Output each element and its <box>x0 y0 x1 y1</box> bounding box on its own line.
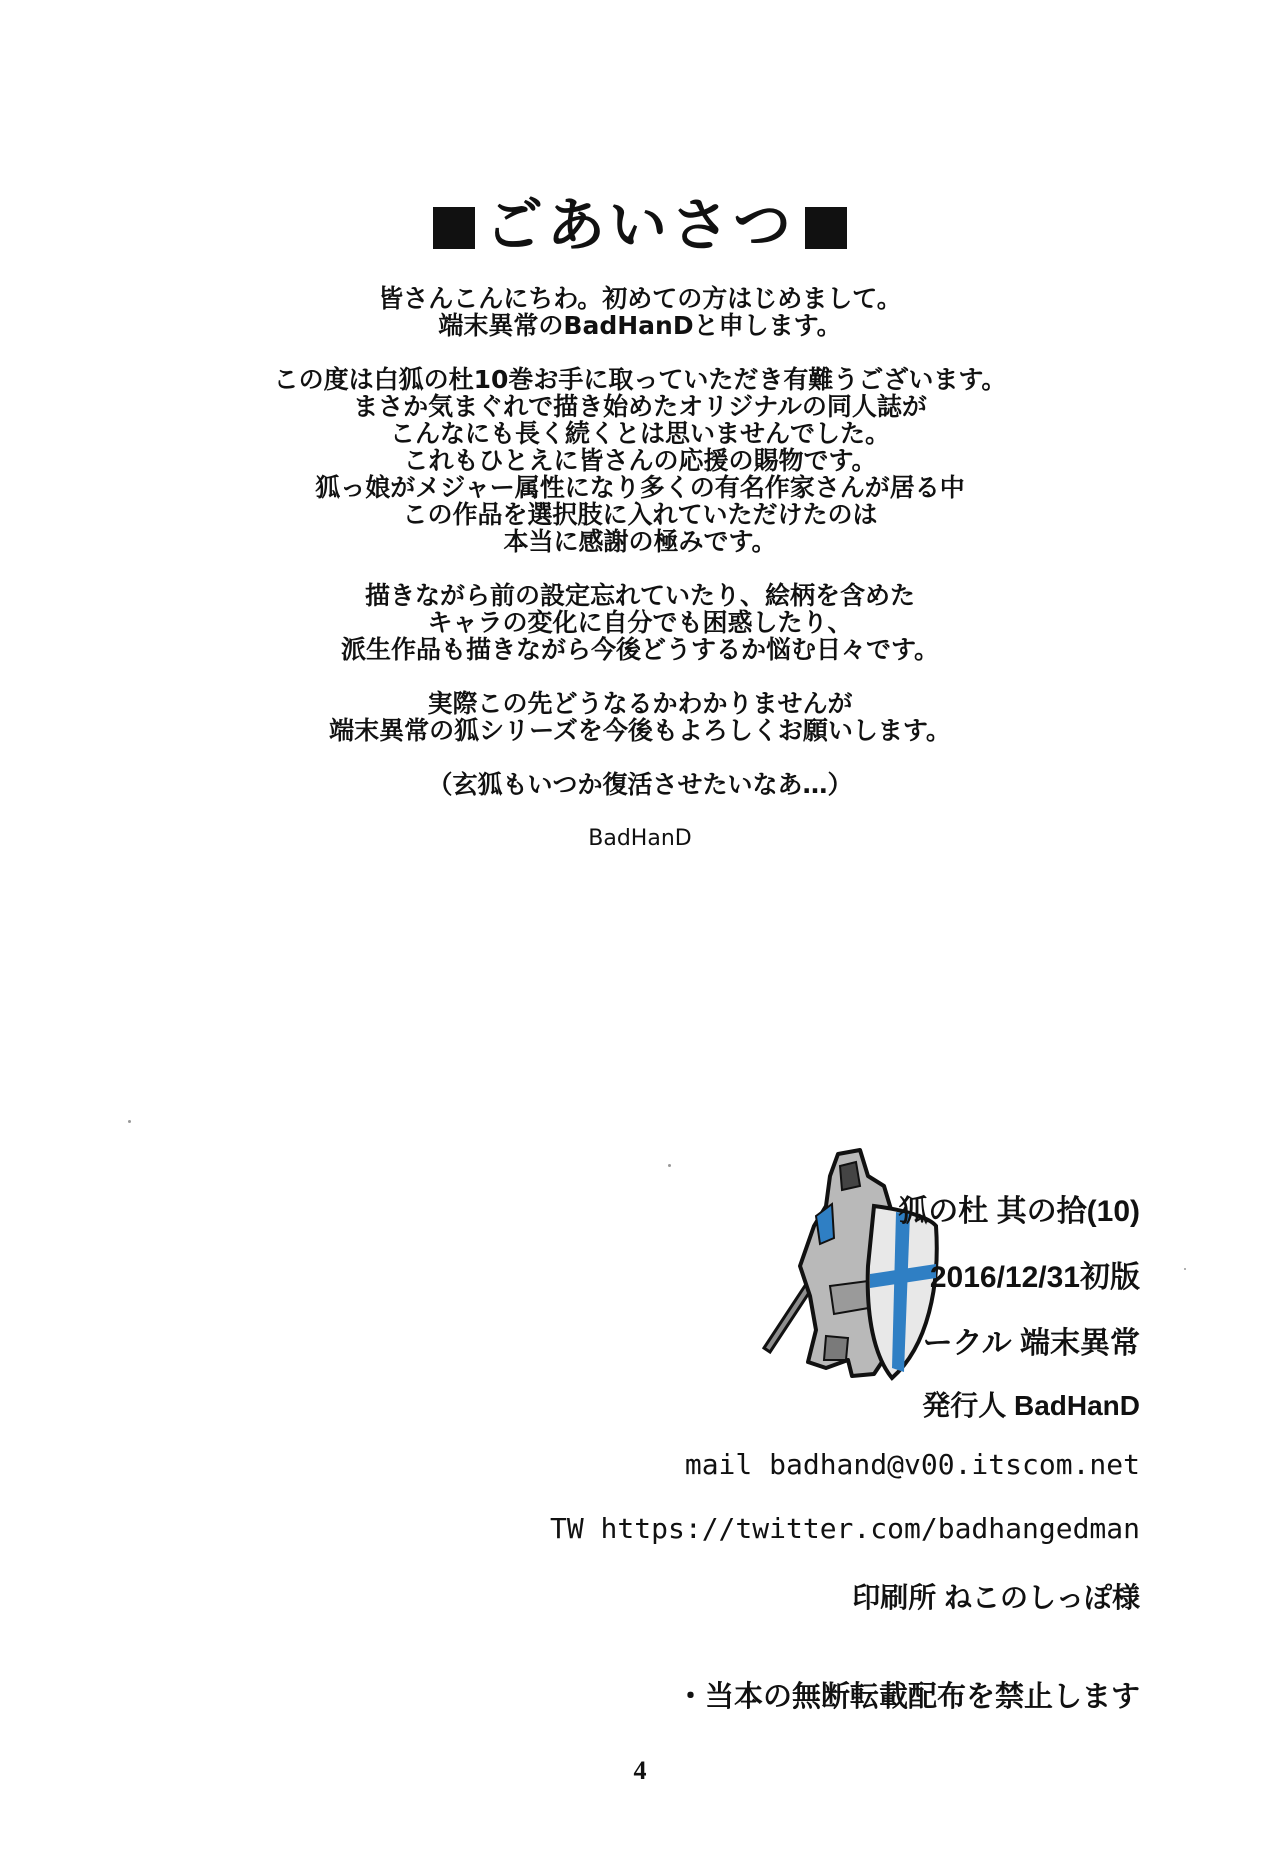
heading-text: ごあいさつ <box>484 191 795 259</box>
text-line: この作品を選択肢に入れていただけたのは <box>402 500 878 529</box>
colophon-twitter: TW https://twitter.com/badhangedman <box>549 1512 1140 1545</box>
square-bullet-left <box>433 207 475 249</box>
page-heading <box>0 178 1280 262</box>
paragraph-1 <box>0 285 1280 339</box>
text-line: 狐っ娘がメジャー属性になり多くの有名作家さんが居る中 <box>315 473 965 502</box>
colophon-publisher: 発行人 BadHanD <box>922 1390 1140 1421</box>
text-line: 皆さんこんにちわ。初めての方はじめまして。 <box>378 284 902 313</box>
text-line: 端末異常の狐シリーズを今後もよろしくお願いします。 <box>329 716 951 745</box>
square-bullet-right <box>805 207 847 249</box>
colophon-circle: ークル 端末異常 <box>922 1327 1140 1360</box>
reprint-notice: ・当本の無断転載配布を禁止します <box>675 1681 1140 1713</box>
text-line: 実際この先どうなるかわかりませんが <box>427 689 853 718</box>
text-line: キャラの変化に自分でも困惑したり、 <box>427 608 853 637</box>
colophon-title: 狐の杜 其の拾(10) <box>898 1195 1140 1228</box>
paragraph-3 <box>0 582 1280 663</box>
text-line: 本当に感謝の極みです。 <box>503 527 777 556</box>
colophon-printer: 印刷所 ねこのしっぽ様 <box>852 1582 1140 1613</box>
text-line: この度は白狐の杜10巻お手に取っていただき有難うございます。 <box>273 365 1007 394</box>
paragraph-4 <box>0 690 1280 744</box>
scan-speck <box>1184 1268 1186 1270</box>
text-line: まさか気まぐれで描き始めたオリジナルの同人誌が <box>353 392 927 421</box>
greeting-body <box>0 285 1280 879</box>
text-line: 描きながら前の設定忘れていたり、絵柄を含めた <box>364 581 915 610</box>
text-line: 端末異常のBadHanDと申します。 <box>438 311 842 340</box>
paragraph-2 <box>0 366 1280 555</box>
text-line: 派生作品も描きながら今後どうするか悩む日々です。 <box>340 635 939 664</box>
signature: BadHanD <box>588 826 692 851</box>
text-line: こんなにも長く続くとは思いませんでした。 <box>389 419 890 448</box>
text-line: これもひとえに皆さんの応援の賜物です。 <box>403 446 877 475</box>
scan-speck <box>128 1120 131 1123</box>
aside-note: （玄狐もいつか復活させたいなあ…） <box>427 770 853 799</box>
colophon-mail: mail badhand@v00.itscom.net <box>684 1448 1140 1481</box>
page-number: 4 <box>633 1756 647 1785</box>
colophon-date: 2016/12/31初版 <box>929 1261 1140 1294</box>
scan-speck <box>668 1164 671 1167</box>
